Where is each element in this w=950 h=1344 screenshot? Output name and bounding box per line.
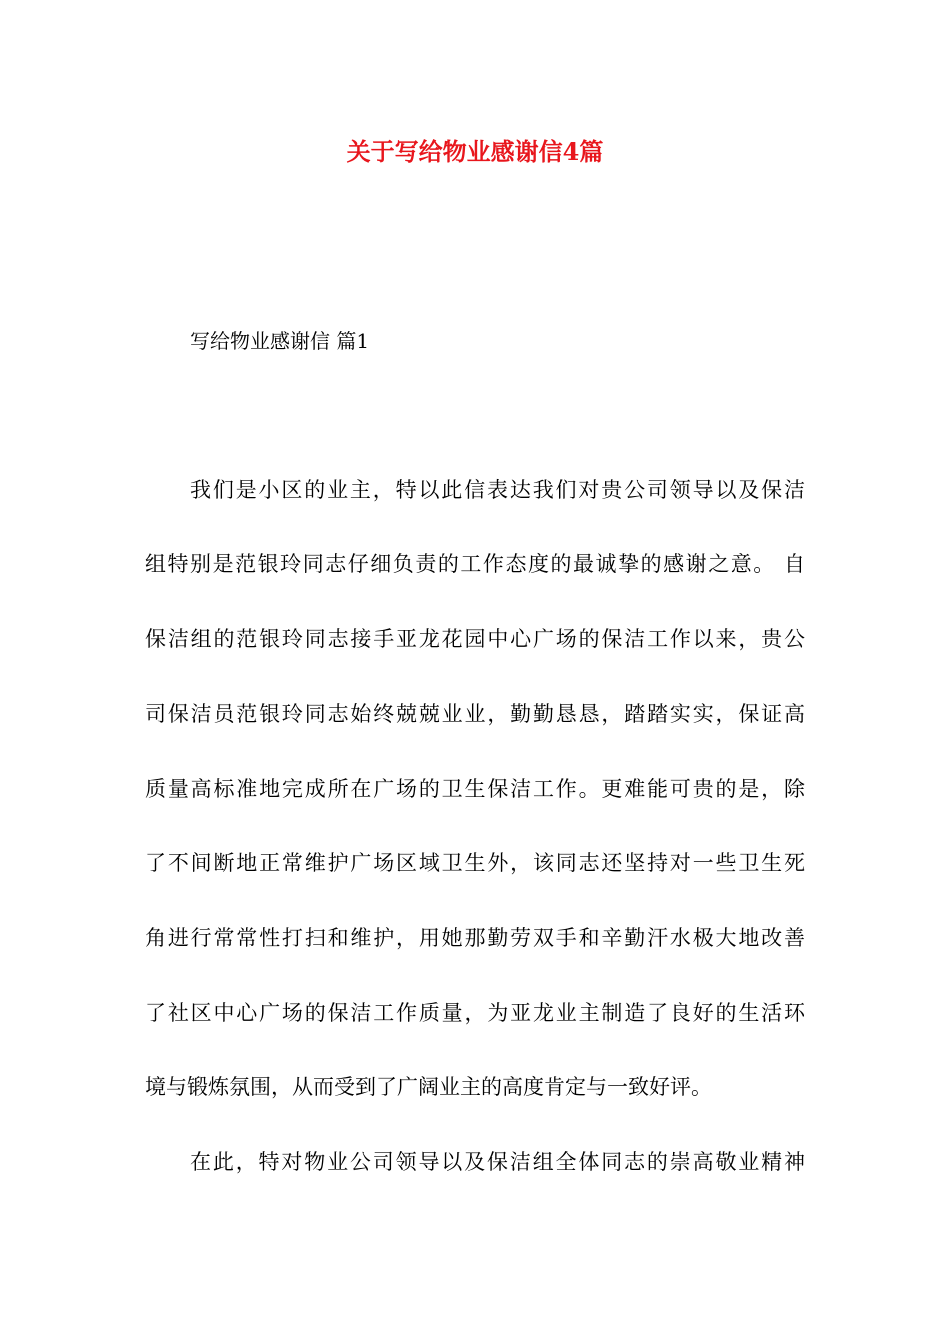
document-title: 关于写给物业感谢信4篇	[346, 137, 604, 166]
paragraph-line: 了社区中心广场的保洁工作质量，为亚龙业主制造了良好的生活环	[145, 1001, 805, 1025]
paragraph-line: 质量高标准地完成所在广场的卫生保洁工作。更难能可贵的是，除	[145, 777, 805, 801]
paragraph-line: 角进行常常性打扫和维护，用她那勤劳双手和辛勤汗水极大地改善	[145, 926, 805, 950]
paragraph-line: 司保洁员范银玲同志始终兢兢业业，勤勤恳恳，踏踏实实，保证高	[145, 702, 805, 726]
section-heading: 写给物业感谢信 篇1	[190, 329, 370, 353]
paragraph-line: 组特别是范银玲同志仔细负责的工作态度的最诚挚的感谢之意。 自	[145, 552, 805, 576]
paragraph-line: 了不间断地正常维护广场区域卫生外，该同志还坚持对一些卫生死	[145, 851, 805, 875]
paragraph-line: 境与锻炼氛围，从而受到了广阔业主的高度肯定与一致好评。	[145, 1075, 712, 1099]
paragraph-line: 在此，特对物业公司领导以及保洁组全体同志的崇高敬业精神	[190, 1150, 805, 1174]
paragraph-line: 保洁组的范银玲同志接手亚龙花园中心广场的保洁工作以来，贵公	[145, 627, 805, 651]
paragraph-line: 我们是小区的业主，特以此信表达我们对贵公司领导以及保洁	[190, 478, 805, 502]
